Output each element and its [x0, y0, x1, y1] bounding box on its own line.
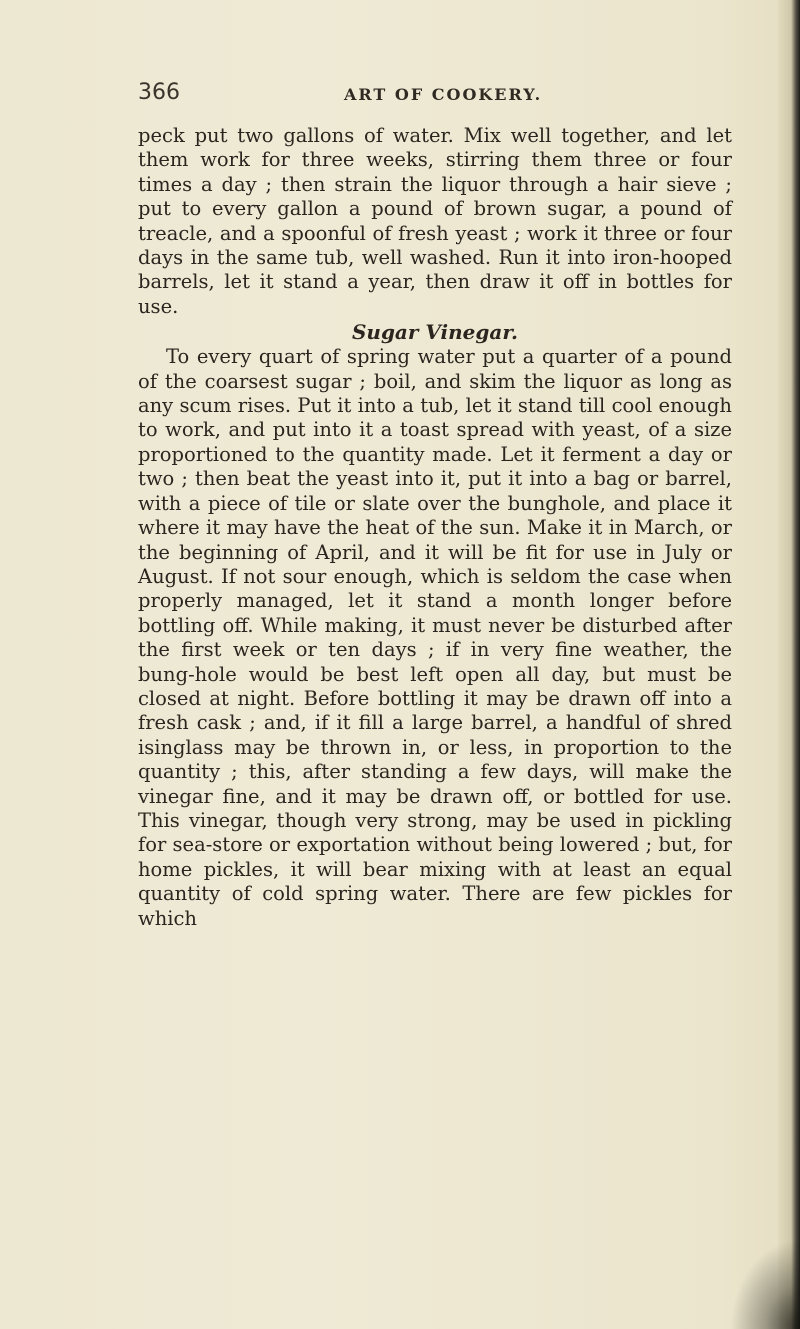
corner-shadow [730, 1239, 800, 1329]
section-title: Sugar Vinegar. [351, 320, 519, 345]
intro-paragraph: peck put two gallons of water. Mix well together, and let them work for three weeks, stirring them three or four times a day ; then strain the liquor through a hair sieve ; put to every gallon a pound of brown sugar, a pound of treacle, and a spoonful of fresh yeast ; work it three or four days in the same tub, well washed. Run it into iron-hooped barrels, let it stand a year, then draw it off in bottles for use. [138, 124, 732, 318]
page-number: 366 [138, 80, 180, 105]
page-edge-shadow [778, 0, 800, 1329]
running-head: ART OF COOKERY. [344, 85, 543, 104]
page-header [138, 80, 738, 110]
page-body [138, 124, 732, 931]
recipe-paragraph: To every quart of spring water put a quarter of a pound of the coarsest sugar ; boil, and skim the liquor as long as any scum rises. Put it into a tub, let it stand till cool enough to work, and put into it a toast spread with yeast, of a size proportioned to the quantity made. Let it ferment a day or two ; then beat the yeast into it, put it into a bag or barrel, with a piece of tile or slate over the bunghole, and place it where it may have the heat of the sun. Make it in March, or the beginning of April, and it will be fit for use in July or August. If not sour enough, which is seldom the case when properly managed, let it stand a month longer before bottling off. While making, it must never be disturbed after the first week or ten days ; if in very fine weather, the bung-hole would be best left open all day, but must be closed at night. Before bottling it may be drawn off into a fresh cask ; and, if it fill a large barrel, a handful of shred isinglass may be thrown in, or less, in proportion to the quantity ; this, after standing a few days, will make the vinegar fine, and it may be drawn off, or bottled for use. This vinegar, though very strong, may be used in pickling for sea-store or exportation without being lowered ; but, for home pickles, it will bear mixing with at least an equal quantity of cold spring water. There are few pickles for which [138, 345, 732, 930]
